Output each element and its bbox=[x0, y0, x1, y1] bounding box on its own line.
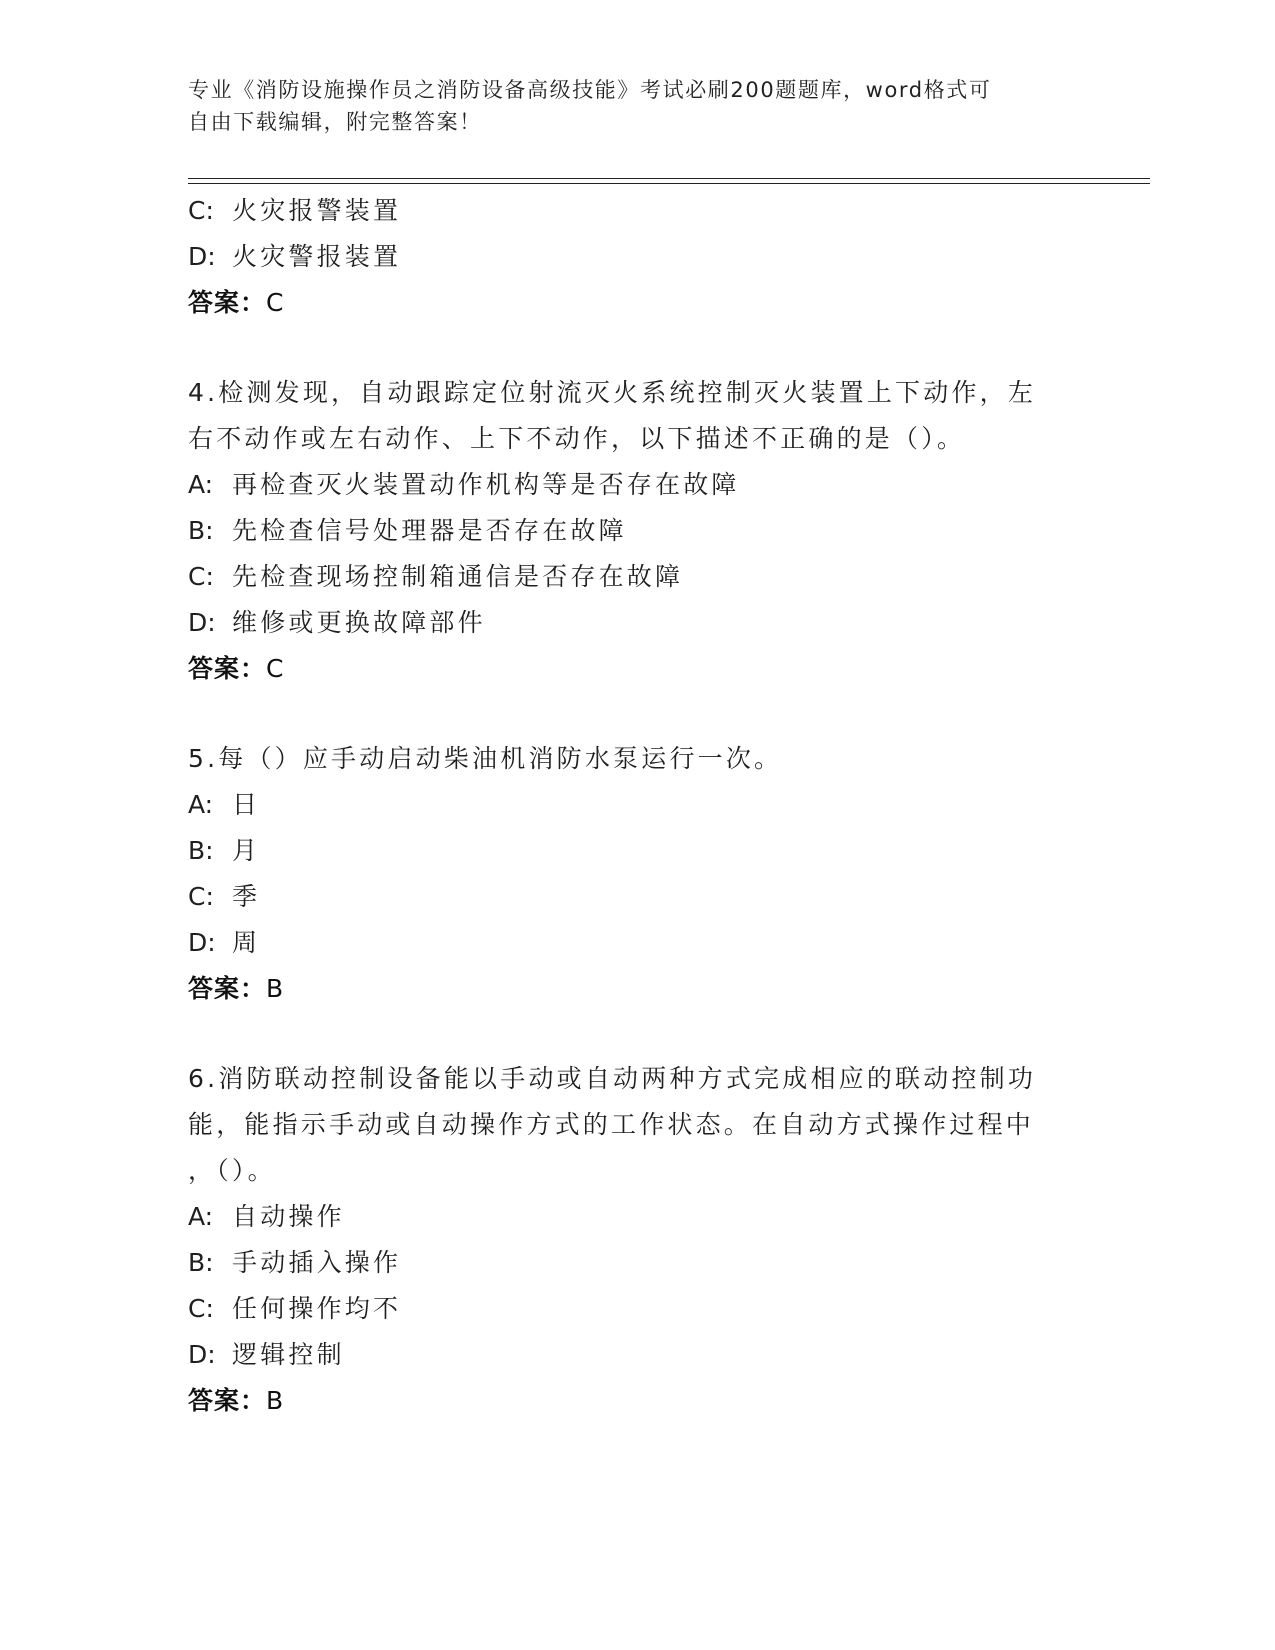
option-letter: C: bbox=[188, 562, 214, 591]
option-letter: D: bbox=[188, 608, 216, 637]
option-text: 火灾警报装置 bbox=[232, 242, 402, 271]
answer-value: B bbox=[266, 1386, 285, 1415]
question-5 bbox=[188, 736, 1088, 1012]
option-text: 自动操作 bbox=[232, 1202, 345, 1231]
option-d bbox=[188, 920, 1088, 966]
option-letter: D: bbox=[188, 928, 216, 957]
option-text: 先检查现场控制箱通信是否存在故障 bbox=[232, 562, 684, 591]
option-a bbox=[188, 1194, 1088, 1240]
option-letter: B: bbox=[188, 1248, 214, 1277]
answer-label: 答案： bbox=[188, 654, 267, 683]
option-letter: D: bbox=[188, 1340, 216, 1369]
option-text: 周 bbox=[232, 928, 261, 957]
option-c bbox=[188, 554, 1088, 600]
answer-value: C bbox=[266, 654, 285, 683]
question-4 bbox=[188, 370, 1088, 692]
answer-line bbox=[188, 1378, 1088, 1424]
option-letter: A: bbox=[188, 790, 214, 819]
question-stem bbox=[188, 370, 1068, 462]
header-divider bbox=[188, 178, 1150, 184]
answer-value: C bbox=[266, 288, 285, 317]
option-text: 季 bbox=[232, 882, 261, 911]
option-text: 日 bbox=[232, 790, 261, 819]
option-c bbox=[188, 874, 1088, 920]
option-letter: C: bbox=[188, 882, 214, 911]
option-a bbox=[188, 462, 1088, 508]
option-c bbox=[188, 188, 1088, 234]
option-letter: B: bbox=[188, 516, 214, 545]
option-text: 先检查信号处理器是否存在故障 bbox=[232, 516, 627, 545]
question-stem-line-1: 4.检测发现，自动跟踪定位射流灭火系统控制灭火装置上下动作，左 bbox=[188, 378, 1037, 407]
option-text: 任何操作均不 bbox=[232, 1294, 402, 1323]
answer-line bbox=[188, 646, 1088, 692]
question-stem-line-2: 右不动作或左右动作、上下不动作，以下描述不正确的是（）。 bbox=[188, 424, 966, 453]
question-6 bbox=[188, 1056, 1088, 1424]
option-text: 维修或更换故障部件 bbox=[232, 608, 486, 637]
option-text: 逻辑控制 bbox=[232, 1340, 345, 1369]
option-text: 手动插入操作 bbox=[232, 1248, 402, 1277]
header-title-line-2: 自由下载编辑，附完整答案！ bbox=[188, 110, 482, 134]
option-letter: A: bbox=[188, 470, 214, 499]
option-d bbox=[188, 234, 1088, 280]
question-stem bbox=[188, 736, 1068, 782]
answer-line bbox=[188, 280, 1088, 326]
answer-label: 答案： bbox=[188, 1386, 267, 1415]
option-text: 火灾报警装置 bbox=[232, 196, 402, 225]
question-list bbox=[188, 188, 1088, 1424]
option-b bbox=[188, 1240, 1088, 1286]
option-d bbox=[188, 600, 1088, 646]
option-b bbox=[188, 828, 1088, 874]
option-text: 再检查灭火装置动作机构等是否存在故障 bbox=[232, 470, 740, 499]
option-letter: C: bbox=[188, 196, 214, 225]
option-letter: B: bbox=[188, 836, 214, 865]
option-letter: A: bbox=[188, 1202, 214, 1231]
answer-value: B bbox=[266, 974, 285, 1003]
answer-label: 答案： bbox=[188, 974, 267, 1003]
question-stem-line-1: 6.消防联动控制设备能以手动或自动两种方式完成相应的联动控制功 bbox=[188, 1064, 1037, 1093]
option-d bbox=[188, 1332, 1088, 1378]
option-b bbox=[188, 508, 1088, 554]
option-a bbox=[188, 782, 1088, 828]
document-header bbox=[188, 74, 1068, 138]
answer-line bbox=[188, 966, 1088, 1012]
question-stem-line-3: ，（）。 bbox=[188, 1156, 276, 1185]
question-stem-line-1: 5.每（）应手动启动柴油机消防水泵运行一次。 bbox=[188, 744, 783, 773]
question-3-tail bbox=[188, 188, 1088, 326]
header-title-line-1: 专业《消防设施操作员之消防设备高级技能》考试必刷200题题库，word格式可 bbox=[188, 78, 992, 102]
option-letter: D: bbox=[188, 242, 216, 271]
question-stem-line-2: 能，能指示手动或自动操作方式的工作状态。在自动方式操作过程中 bbox=[188, 1110, 1035, 1139]
answer-label: 答案： bbox=[188, 288, 267, 317]
option-c bbox=[188, 1286, 1088, 1332]
option-text: 月 bbox=[232, 836, 261, 865]
question-stem bbox=[188, 1056, 1068, 1194]
option-letter: C: bbox=[188, 1294, 214, 1323]
